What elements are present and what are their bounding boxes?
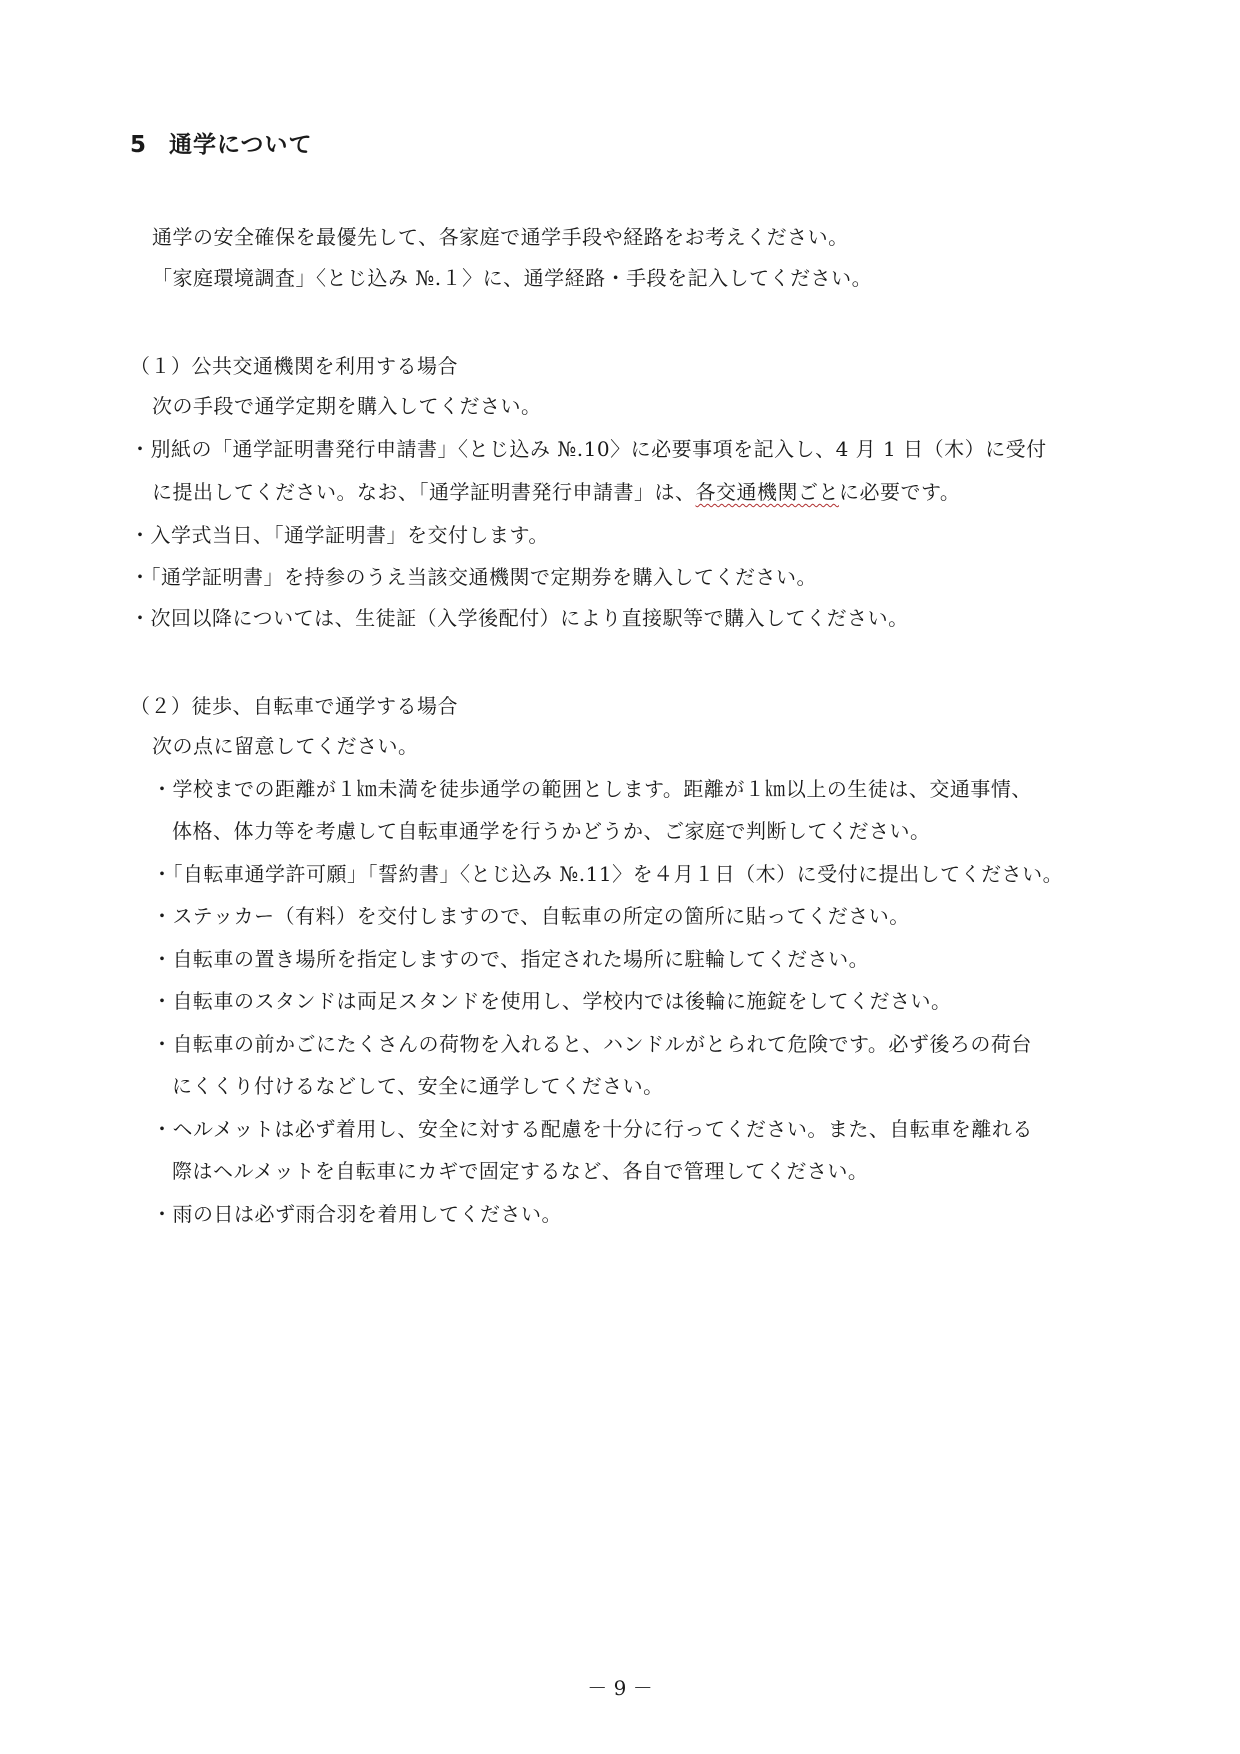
- subsection-2-line: ・ステッカー（有料）を交付しますので、自転車の所定の箇所に貼ってください。: [152, 904, 910, 928]
- subsection-1-bullet-1-line-2: [152, 476, 960, 505]
- subsection-2-line: ・ヘルメットは必ず着用し、安全に対する配慮を十分に行ってください。また、自転車を離れる: [152, 1117, 1033, 1141]
- subsection-2-line: 体格、体力等を考慮して自転車通学を行うかどうか、ご家庭で判断してください。: [172, 819, 931, 843]
- subsection-2-line: 際はヘルメットを自転車にカギで固定するなど、各自で管理してください。: [172, 1159, 869, 1183]
- bullet-1-text-post: に必要です。: [839, 480, 961, 504]
- bullet-1-text-pre: に提出してください。なお、「通学証明書発行申請書」は、: [152, 480, 696, 504]
- section-title: 通学について: [169, 132, 313, 158]
- subsection-1-heading: （１）公共交通機関を利用する場合: [130, 354, 458, 378]
- subsection-2-line: ・学校までの距離が１㎞未満を徒歩通学の範囲とします。距離が１㎞以上の生徒は、交通事情、: [152, 777, 1032, 801]
- section-heading: [130, 126, 313, 159]
- subsection-2-line: ・「自転車通学許可願」「誓約書」〈とじ込み №.11〉を４月１日（木）に受付に提出してください。: [152, 862, 1064, 886]
- intro-paragraph-2: 「家庭環境調査」〈とじ込み №.１〉に、通学経路・手段を記入してください。: [152, 266, 873, 290]
- subsection-2-line: ・自転車の置き場所を指定しますので、指定された場所に駐輪してください。: [152, 947, 870, 971]
- subsection-1-bullet-1-line-1: ・別紙の「通学証明書発行申請書」〈とじ込み №.10〉に必要事項を記入し、4 月 1 日（木）に受付: [130, 437, 1047, 461]
- subsection-2-line: ・自転車のスタンドは両足スタンドを使用し、学校内では後輪に施錠をしてください。: [152, 989, 952, 1013]
- subsection-1-bullet-3: ・「通学証明書」を持参のうえ当該交通機関で定期券を購入してください。: [130, 565, 817, 589]
- page-number: － 9 －: [587, 1676, 653, 1700]
- subsection-2-heading: （２）徒歩、自転車で通学する場合: [130, 694, 458, 718]
- subsection-2-line: にくくり付けるなどして、安全に通学してください。: [172, 1074, 664, 1098]
- subsection-2-lead: 次の点に留意してください。: [152, 734, 419, 758]
- subsection-1-lead: 次の手段で通学定期を購入してください。: [152, 394, 542, 418]
- subsection-1-bullet-2: ・入学式当日、「通学証明書」を交付します。: [130, 523, 549, 547]
- subsection-1-bullet-4: ・次回以降については、生徒証（入学後配付）により直接駅等で購入してください。: [130, 606, 909, 630]
- subsection-2-line: ・雨の日は必ず雨合羽を着用してください。: [152, 1202, 562, 1226]
- subsection-2-line: ・自転車の前かごにたくさんの荷物を入れると、ハンドルがとられて危険です。必ず後ろの荷台: [152, 1032, 1032, 1056]
- wavy-underlined-emphasis: 各交通機関ごと: [695, 480, 839, 504]
- section-number: 5: [130, 132, 148, 158]
- intro-paragraph-1: 通学の安全確保を最優先して、各家庭で通学手段や経路をお考えください。: [152, 225, 849, 249]
